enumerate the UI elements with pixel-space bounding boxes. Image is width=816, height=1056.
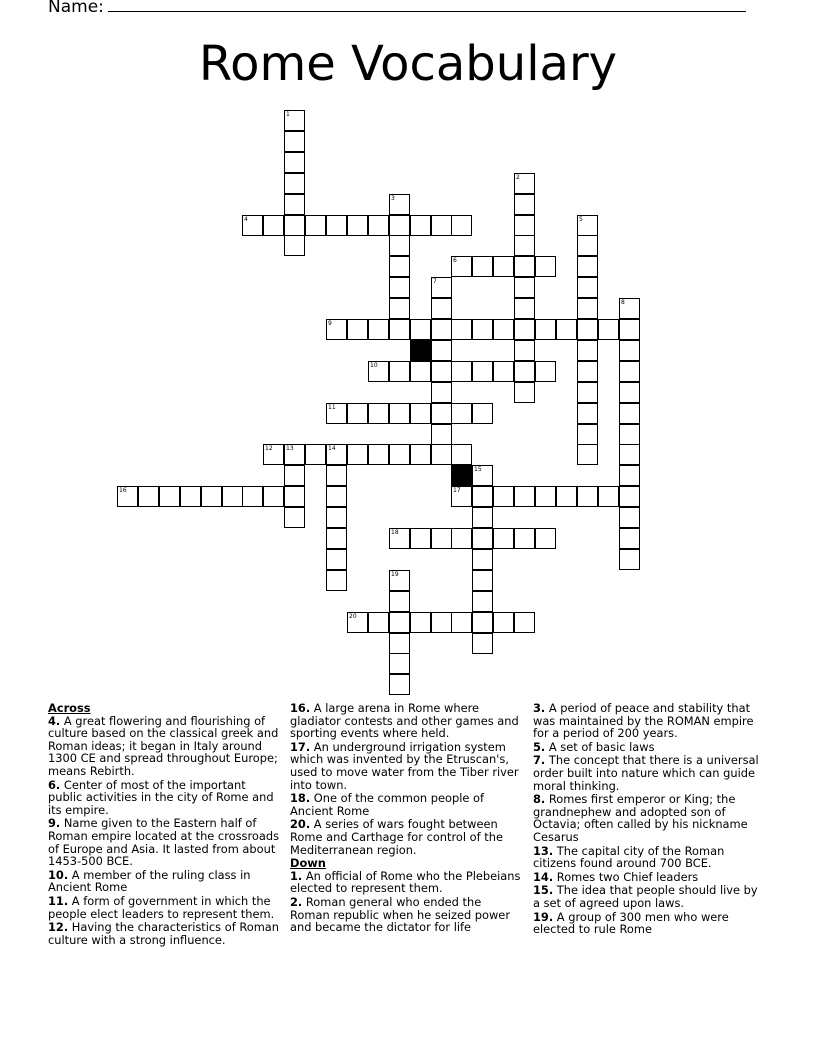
grid-cell[interactable]	[326, 528, 347, 549]
grid-cell[interactable]	[472, 486, 493, 507]
grid-cell[interactable]	[159, 486, 180, 507]
grid-cell[interactable]	[619, 465, 640, 486]
grid-cell[interactable]	[431, 612, 452, 633]
clue-number-label: 9	[328, 320, 332, 327]
grid-cell[interactable]	[577, 444, 598, 465]
grid-cell[interactable]	[410, 319, 431, 340]
grid-cell[interactable]	[326, 570, 347, 591]
grid-cell[interactable]	[263, 486, 284, 507]
clue-number: 5.	[533, 739, 546, 754]
clue-number: 18.	[290, 791, 311, 806]
grid-cell[interactable]	[368, 319, 389, 340]
clues-column-2	[290, 702, 522, 935]
grid-cell[interactable]	[514, 215, 535, 236]
grid-cell[interactable]	[263, 215, 284, 236]
grid-cell[interactable]	[619, 444, 640, 465]
grid-cell[interactable]	[326, 215, 347, 236]
clue: 11. A form of government in which the people elect leaders to represent them.	[48, 893, 275, 921]
clue-number: 4.	[48, 713, 61, 728]
grid-cell[interactable]	[472, 507, 493, 528]
grid-cell[interactable]	[389, 277, 410, 298]
grid-cell[interactable]	[577, 403, 598, 424]
grid-cell[interactable]	[431, 215, 452, 236]
grid-cell[interactable]	[577, 424, 598, 445]
name-label: Name:	[48, 0, 104, 17]
clue-number-label: 3	[391, 195, 395, 202]
grid-cell[interactable]	[284, 131, 305, 152]
grid-cell[interactable]	[389, 319, 410, 340]
grid-cell[interactable]	[389, 653, 410, 674]
clue-number-label: 16	[119, 487, 127, 494]
grid-cell[interactable]	[451, 528, 472, 549]
grid-cell[interactable]	[410, 361, 431, 382]
grid-cell[interactable]	[431, 528, 452, 549]
grid-cell[interactable]	[305, 215, 326, 236]
grid-cell[interactable]	[284, 215, 305, 236]
clue: 1. An official of Rome who the Plebeians elected to represent them.	[290, 868, 521, 896]
grid-cell[interactable]	[347, 319, 368, 340]
clue: 4. A great flowering and flourishing of culture based on the classical greek and Roman ideas; it began in Italy around 1300 CE and spread throughout Europe; means Rebirth.	[48, 713, 279, 778]
clue-number: 3.	[533, 701, 546, 715]
grid-cell[interactable]	[493, 528, 514, 549]
grid-cell[interactable]	[472, 633, 493, 654]
clue-number: 16.	[290, 701, 311, 715]
clue-number: 8.	[533, 792, 546, 807]
clue: 9. Name given to the Eastern half of Roman empire located at the crossroads of Europe and Asia. It lasted from about 1453-500 BCE.	[48, 816, 280, 869]
grid-cell[interactable]	[389, 215, 410, 236]
grid-cell[interactable]	[472, 361, 493, 382]
clue-number-label: 2	[516, 174, 520, 181]
grid-cell[interactable]	[180, 486, 201, 507]
grid-cell[interactable]	[451, 612, 472, 633]
clue-number: 14.	[533, 869, 554, 884]
clue-number: 17.	[290, 739, 311, 754]
grid-cell[interactable]	[451, 403, 472, 424]
grid-cell[interactable]	[619, 361, 640, 382]
grid-cell[interactable]	[493, 319, 514, 340]
grid-cell[interactable]	[472, 319, 493, 340]
grid-cell[interactable]	[535, 319, 556, 340]
black-cell	[451, 465, 472, 486]
grid-cell[interactable]	[514, 612, 535, 633]
grid-cell[interactable]	[619, 528, 640, 549]
grid-cell[interactable]	[389, 674, 410, 695]
grid-cell[interactable]	[305, 444, 326, 465]
clue: 14. Romes two Chief leaders	[533, 869, 699, 884]
grid-cell[interactable]	[619, 507, 640, 528]
grid-cell[interactable]	[284, 507, 305, 528]
grid-cell[interactable]	[451, 444, 472, 465]
grid-cell[interactable]	[451, 361, 472, 382]
grid-cell[interactable]	[514, 528, 535, 549]
grid-cell[interactable]	[284, 235, 305, 256]
clue-number-label: 4	[244, 216, 248, 223]
grid-cell[interactable]	[577, 361, 598, 382]
grid-cell[interactable]	[577, 298, 598, 319]
clue-number-label: 11	[328, 404, 336, 411]
clue-number: 11.	[48, 893, 69, 908]
clue-number: 6.	[48, 777, 61, 792]
grid-cell[interactable]	[619, 486, 640, 507]
grid-cell[interactable]	[138, 486, 159, 507]
grid-cell[interactable]	[577, 256, 598, 277]
grid-cell[interactable]	[556, 486, 577, 507]
clue: 18. One of the common people of Ancient Rome	[290, 791, 484, 818]
grid-cell[interactable]	[284, 465, 305, 486]
grid-cell[interactable]	[284, 486, 305, 507]
grid-cell[interactable]	[514, 194, 535, 215]
grid-cell[interactable]	[472, 612, 493, 633]
grid-cell[interactable]	[535, 361, 556, 382]
grid-cell[interactable]	[619, 340, 640, 361]
grid-cell[interactable]	[389, 403, 410, 424]
grid-cell[interactable]	[472, 528, 493, 549]
grid-cell[interactable]	[326, 549, 347, 570]
grid-cell[interactable]	[431, 444, 452, 465]
black-cell	[410, 340, 431, 361]
grid-cell[interactable]	[410, 403, 431, 424]
clue-number: 12.	[48, 920, 69, 935]
clue-number: 7.	[533, 753, 546, 768]
clue: 19. A group of 300 men who were elected to rule Rome	[533, 909, 729, 937]
grid-cell[interactable]	[368, 215, 389, 236]
grid-cell[interactable]	[431, 340, 452, 361]
clue: 2. Roman general who ended the Roman republic when he seized power and became the dictator for life	[290, 894, 511, 935]
grid-cell[interactable]	[514, 235, 535, 256]
clue-number: 2.	[290, 894, 303, 909]
clue-number-label: 17	[453, 487, 461, 494]
clues-column-1	[48, 702, 280, 947]
grid-cell[interactable]	[326, 486, 347, 507]
grid-cell[interactable]	[598, 486, 619, 507]
grid-cell[interactable]	[326, 507, 347, 528]
grid-cell[interactable]	[451, 215, 472, 236]
clue-number-label: 5	[579, 216, 583, 223]
clue: 8. Romes first emperor or King; the grandnephew and adopted son of Octavia; often called by his nickname Cesarus	[533, 792, 748, 844]
page-title: Rome Vocabulary	[198, 36, 618, 92]
grid-cell[interactable]	[451, 319, 472, 340]
grid-cell[interactable]	[389, 298, 410, 319]
grid-cell[interactable]	[389, 361, 410, 382]
grid-cell[interactable]	[514, 256, 535, 277]
clue-number: 9.	[48, 816, 61, 831]
clue-number-label: 19	[391, 571, 399, 578]
clue: 6. Center of most of the important public activities in the city of Rome and its empire.	[48, 777, 274, 817]
grid-cell[interactable]	[535, 528, 556, 549]
grid-cell[interactable]	[619, 319, 640, 340]
grid-cell[interactable]	[472, 591, 493, 612]
grid-cell[interactable]	[535, 486, 556, 507]
grid-cell[interactable]	[514, 340, 535, 361]
grid-cell[interactable]	[472, 549, 493, 570]
clue-number: 20.	[290, 817, 311, 832]
clue: 5. A set of basic laws	[533, 739, 655, 754]
clue-number: 15.	[533, 883, 554, 898]
grid-cell[interactable]	[368, 403, 389, 424]
grid-cell[interactable]	[431, 361, 452, 382]
grid-cell[interactable]	[619, 424, 640, 445]
grid-cell[interactable]	[514, 298, 535, 319]
clue-number: 19.	[533, 909, 554, 924]
grid-cell[interactable]	[431, 319, 452, 340]
clue-number-label: 6	[453, 257, 457, 264]
clue-section-heading: Down	[290, 856, 326, 871]
clue-number-label: 10	[370, 362, 378, 369]
grid-cell[interactable]	[347, 215, 368, 236]
grid-cell[interactable]	[410, 528, 431, 549]
clue-number-label: 12	[265, 445, 273, 452]
grid-cell[interactable]	[598, 319, 619, 340]
clue: 20. A series of wars fought between Rome and Carthage for control of the Mediterranean region.	[290, 817, 503, 857]
grid-cell[interactable]	[472, 403, 493, 424]
grid-cell[interactable]	[493, 486, 514, 507]
grid-cell[interactable]	[493, 256, 514, 277]
grid-cell[interactable]	[431, 382, 452, 403]
grid-cell[interactable]	[389, 256, 410, 277]
grid-cell[interactable]	[577, 277, 598, 298]
grid-cell[interactable]	[201, 486, 222, 507]
clue-number: 13.	[533, 843, 554, 858]
grid-cell[interactable]	[577, 235, 598, 256]
clue-section-heading: Across	[48, 701, 91, 715]
grid-cell[interactable]	[619, 403, 640, 424]
grid-cell[interactable]	[619, 549, 640, 570]
clue-number-label: 1	[286, 111, 290, 118]
grid-cell[interactable]	[347, 444, 368, 465]
grid-cell[interactable]	[514, 486, 535, 507]
clue-number-label: 18	[391, 529, 399, 536]
grid-cell[interactable]	[284, 173, 305, 194]
grid-cell[interactable]	[493, 361, 514, 382]
grid-cell[interactable]	[472, 256, 493, 277]
grid-cell[interactable]	[368, 444, 389, 465]
grid-cell[interactable]	[472, 570, 493, 591]
grid-cell[interactable]	[389, 633, 410, 654]
grid-cell[interactable]	[514, 361, 535, 382]
grid-cell[interactable]	[242, 486, 263, 507]
clue-number-label: 20	[349, 613, 357, 620]
grid-cell[interactable]	[368, 612, 389, 633]
grid-cell[interactable]	[326, 465, 347, 486]
grid-cell[interactable]	[284, 152, 305, 173]
grid-cell[interactable]	[431, 403, 452, 424]
grid-cell[interactable]	[389, 235, 410, 256]
grid-cell[interactable]	[389, 591, 410, 612]
grid-cell[interactable]	[577, 319, 598, 340]
clue-number-label: 8	[621, 299, 625, 306]
clue-number: 10.	[48, 867, 69, 882]
grid-cell[interactable]	[431, 298, 452, 319]
clue-number-label: 15	[474, 466, 482, 473]
clue: 10. A member of the ruling class in Ancient Rome	[48, 867, 251, 895]
grid-cell[interactable]	[577, 340, 598, 361]
clue-number-label: 7	[433, 278, 437, 285]
clue-number-label: 13	[286, 445, 294, 452]
clue: 3. A period of peace and stability that was maintained by the ROMAN empire for a period of 200 years.	[533, 701, 754, 741]
grid-cell[interactable]	[410, 444, 431, 465]
grid-cell[interactable]	[222, 486, 243, 507]
grid-cell[interactable]	[514, 277, 535, 298]
grid-cell[interactable]	[410, 215, 431, 236]
grid-cell[interactable]	[556, 319, 577, 340]
clue: 7. The concept that there is a universal order built into nature which can guide moral thinking.	[533, 753, 759, 793]
clue: 13. The capital city of the Roman citizens found around 700 BCE.	[533, 843, 725, 871]
grid-cell[interactable]	[577, 486, 598, 507]
grid-cell[interactable]	[619, 382, 640, 403]
grid-cell[interactable]	[535, 256, 556, 277]
clue-number-label: 14	[328, 445, 336, 452]
clue: 15. The idea that people should live by a set of agreed upon laws.	[533, 883, 758, 910]
grid-cell[interactable]	[431, 424, 452, 445]
grid-cell[interactable]	[389, 612, 410, 633]
clue: 12. Having the characteristics of Roman culture with a strong influence.	[48, 920, 280, 947]
clue: 17. An underground irrigation system which was invented by the Etruscan's, used to move water from the Tiber river into town.	[290, 739, 519, 792]
grid-cell[interactable]	[493, 612, 514, 633]
grid-cell[interactable]	[284, 194, 305, 215]
grid-cell[interactable]	[577, 382, 598, 403]
grid-cell[interactable]	[514, 319, 535, 340]
grid-cell[interactable]	[347, 403, 368, 424]
clue-number: 1.	[290, 868, 303, 883]
clues-column-3	[533, 702, 765, 937]
clue: 16. A large arena in Rome where gladiator contests and other games and sporting events where held.	[290, 701, 519, 741]
grid-cell[interactable]	[389, 444, 410, 465]
grid-cell[interactable]	[410, 612, 431, 633]
grid-cell[interactable]	[514, 382, 535, 403]
